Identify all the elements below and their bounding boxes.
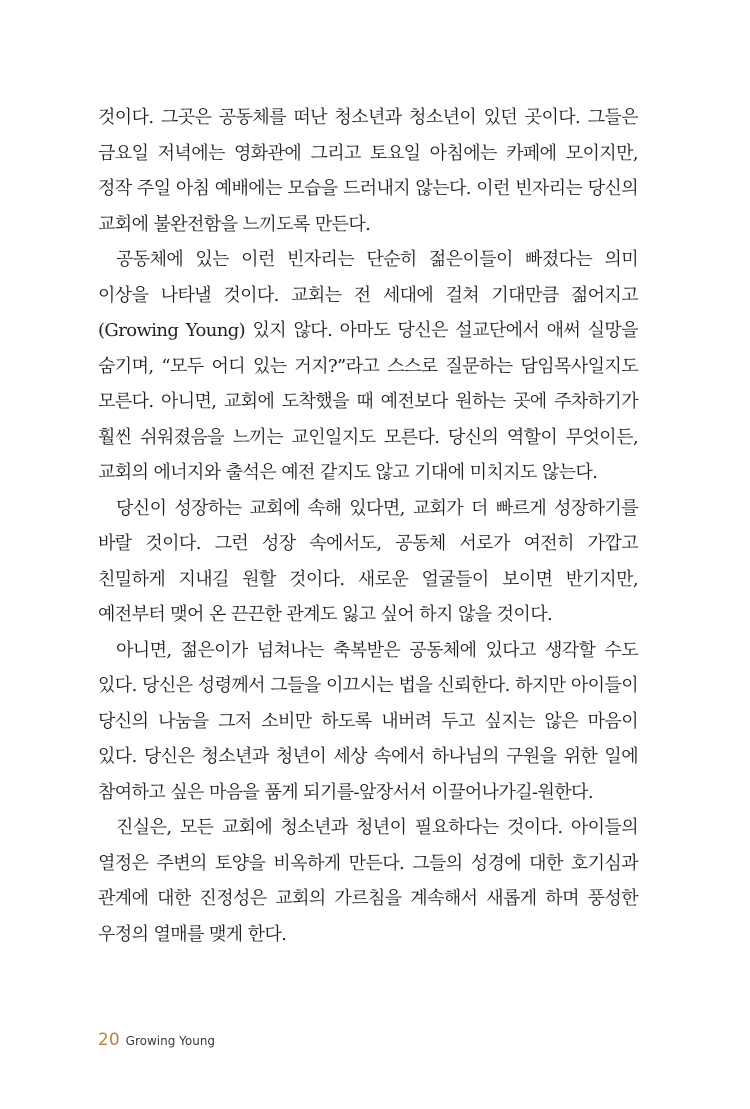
page-number: 20 xyxy=(98,1030,120,1050)
body-text xyxy=(98,100,638,952)
page-footer xyxy=(98,1030,215,1054)
paragraph-5: 진실은, 모든 교회에 청소년과 청년이 필요하다는 것이다. 아이들의 열정은 주변의 토양을 비옥하게 만든다. 그들의 성경에 대한 호기심과 관계에 대한 진정성은 교회의 가르침을 계속해서 새롭게 하며 풍성한 우정의 열매를 맺게 한다. xyxy=(98,817,638,945)
paragraph-2: 공동체에 있는 이런 빈자리는 단순히 젊은이들이 빠졌다는 의미 이상을 나타낼 것이다. 교회는 전 세대에 걸쳐 기대만큼 젊어지고(Growing Young) 있지 않다. 아마도 당신은 설교단에서 애써 실망을 숨기며, “모두 어디 있는 거지?”라고 스스로 질문하는 담임목사일지도 모른다. 아니면, 교회에 도착했을 때 예전보다 원하는 곳에 주차하기가 훨씬 쉬워졌음을 느끼는 교인일지도 모른다. 당신의 역할이 무엇이든, 교회의 에너지와 출석은 예전 같지도 않고 기대에 미치지도 않는다. xyxy=(98,249,638,483)
paragraph-3: 당신이 성장하는 교회에 속해 있다면, 교회가 더 빠르게 성장하기를 바랄 것이다. 그런 성장 속에서도, 공동체 서로가 여전히 가깝고 친밀하게 지내길 원할 것이다. 새로운 얼굴들이 보이면 반기지만, 예전부터 맺어 온 끈끈한 관계도 잃고 싶어 하지 않을 것이다. xyxy=(98,497,638,625)
paragraph-1: 것이다. 그곳은 공동체를 떠난 청소년과 청소년이 있던 곳이다. 그들은 금요일 저녁에는 영화관에 그리고 토요일 아침에는 카페에 모이지만, 정작 주일 아침 예배에는 모습을 드러내지 않는다. 이런 빈자리는 당신의 교회에 불완전함을 느끼도록 만든다. xyxy=(98,107,638,235)
running-title: Growing Young xyxy=(125,1034,216,1048)
paragraph-4: 아니면, 젊은이가 넘쳐나는 축복받은 공동체에 있다고 생각할 수도 있다. 당신은 성령께서 그들을 이끄시는 법을 신뢰한다. 하지만 아이들이 당신의 나눔을 그저 소비만 하도록 내버려 두고 싶지는 않은 마음이 있다. 당신은 청소년과 청년이 세상 속에서 하나님의 구원을 위한 일에 참여하고 싶은 마음을 품게 되기를-앞장서서 이끌어나가길-원한다. xyxy=(98,639,638,803)
